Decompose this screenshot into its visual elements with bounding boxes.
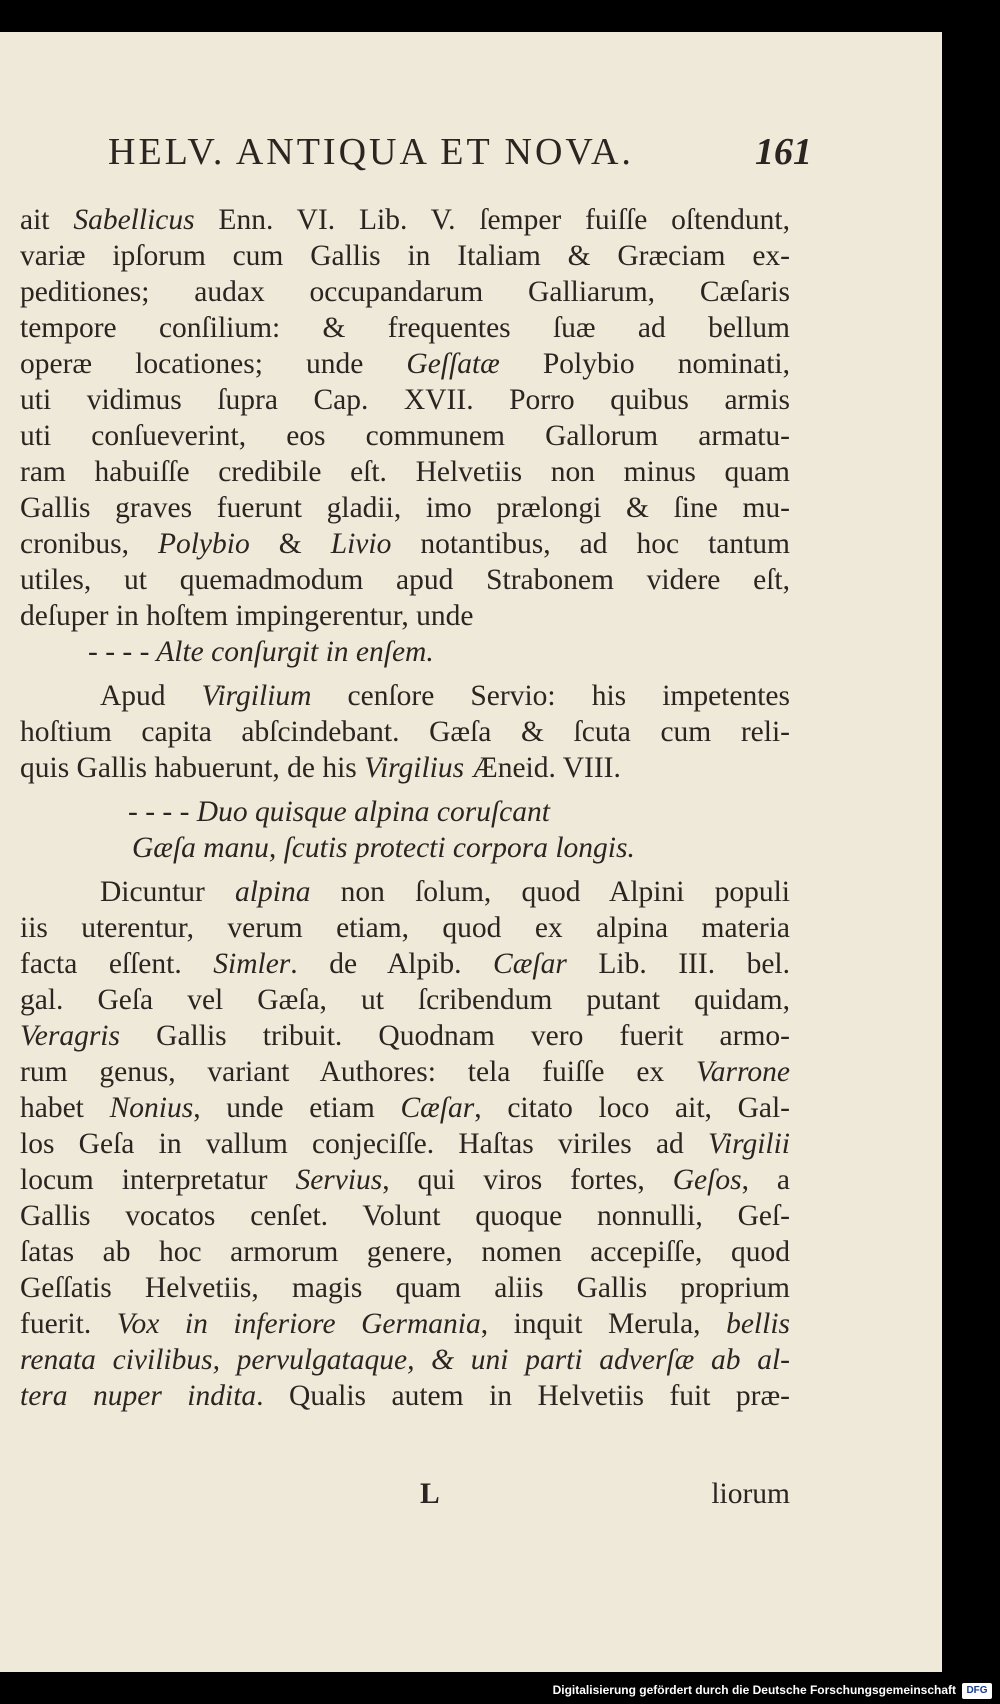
verse-quote: - - - - Duo quisque alpina coruſcant <box>128 796 550 828</box>
text-line: Veragris Gallis tribuit. Quodnam vero fuerit armo- <box>20 1020 790 1052</box>
verse-quote: - - - - Alte conſurgit in enſem. <box>88 636 434 668</box>
text-line: rum genus, variant Authores: tela fuiſſe ex Varrone <box>20 1056 790 1088</box>
text-line: iis uterentur, verum etiam, quod ex alpina materia <box>20 912 790 944</box>
text-line: peditiones; audax occupandarum Galliarum, Cæſaris <box>20 276 790 308</box>
text-line: utiles, ut quemadmodum apud Strabonem videre eſt, <box>20 564 790 596</box>
text-line: uti conſueverint, eos communem Gallorum armatu- <box>20 420 790 452</box>
catchword: liorum <box>711 1478 790 1510</box>
text-line: tera nuper indita. Qualis autem in Helvetiis fuit præ- <box>20 1380 791 1412</box>
text-line: Gallis vocatos cenſet. Volunt quoque nonnulli, Geſ- <box>20 1200 790 1232</box>
text-line: renata civilibus, pervulgataque, & uni parti adverſæ ab al- <box>20 1344 790 1376</box>
text-line: fuerit. Vox in inferiore Germania, inquit Merula, bellis <box>20 1308 790 1340</box>
text-line: Geſſatis Helvetiis, magis quam aliis Gallis proprium <box>20 1272 790 1304</box>
text-line: ram habuiſſe credibile eſt. Helvetiis non minus quam <box>20 456 790 488</box>
running-head: HELV. ANTIQUA ET NOVA. <box>108 131 634 173</box>
text-line: hoſtium capita abſcindebant. Gæſa & ſcuta cum reli- <box>20 716 790 748</box>
text-line: locum interpretatur Servius, qui viros fortes, Geſos, a <box>20 1164 790 1196</box>
catchline <box>20 1478 790 1518</box>
page-number: 161 <box>755 131 812 173</box>
body-text <box>20 202 790 1414</box>
text-line: quis Gallis habuerunt, de his Virgilius Æneid. VIII. <box>20 752 621 784</box>
text-line: facta eſſent. Simler. de Alpib. Cæſar Lib. III. bel. <box>20 948 791 980</box>
text-line: Dicuntur alpina non ſolum, quod Alpini populi <box>100 876 790 908</box>
dfg-logo-icon: DFG <box>962 1683 992 1699</box>
text-line: habet Nonius, unde etiam Cæſar, citato loco ait, Gal- <box>20 1092 790 1124</box>
digitization-credit: Digitalisierung gefördert durch die Deutsche Forschungsgemeinschaft <box>552 1683 956 1697</box>
text-line: variæ ipſorum cum Gallis in Italiam & Græciam ex- <box>20 240 790 272</box>
text-line: tempore conſilium: & frequentes ſuæ ad bellum <box>20 312 790 344</box>
text-line: cronibus, Polybio & Livio notantibus, ad hoc tantum <box>20 528 790 560</box>
text-line: uti vidimus ſupra Cap. XVII. Porro quibus armis <box>20 384 790 416</box>
page-header <box>100 122 812 178</box>
book-page <box>0 32 942 1672</box>
text-line: ait Sabellicus Enn. VI. Lib. V. ſemper fuiſſe oſtendunt, <box>20 204 790 236</box>
text-line: Apud Virgilium cenſore Servio: his impetentes <box>100 680 790 712</box>
text-line: ſatas ab hoc armorum genere, nomen accepiſſe, quod <box>20 1236 790 1268</box>
text-line: operæ locationes; unde Geſſatæ Polybio nominati, <box>20 348 790 380</box>
footer-strip <box>0 1680 1000 1704</box>
text-line: gal. Geſa vel Gæſa, ut ſcribendum putant quidam, <box>20 984 790 1016</box>
signature-mark: L <box>420 1478 440 1510</box>
text-line: los Geſa in vallum conjeciſſe. Haſtas viriles ad Virgilii <box>20 1128 790 1160</box>
text-line: Gallis graves fuerunt gladii, imo prælongi & ſine mu- <box>20 492 790 524</box>
text-line: deſuper in hoſtem impingerentur, unde <box>20 600 474 632</box>
verse-quote: Gæſa manu, ſcutis protecti corpora longis. <box>132 832 635 864</box>
